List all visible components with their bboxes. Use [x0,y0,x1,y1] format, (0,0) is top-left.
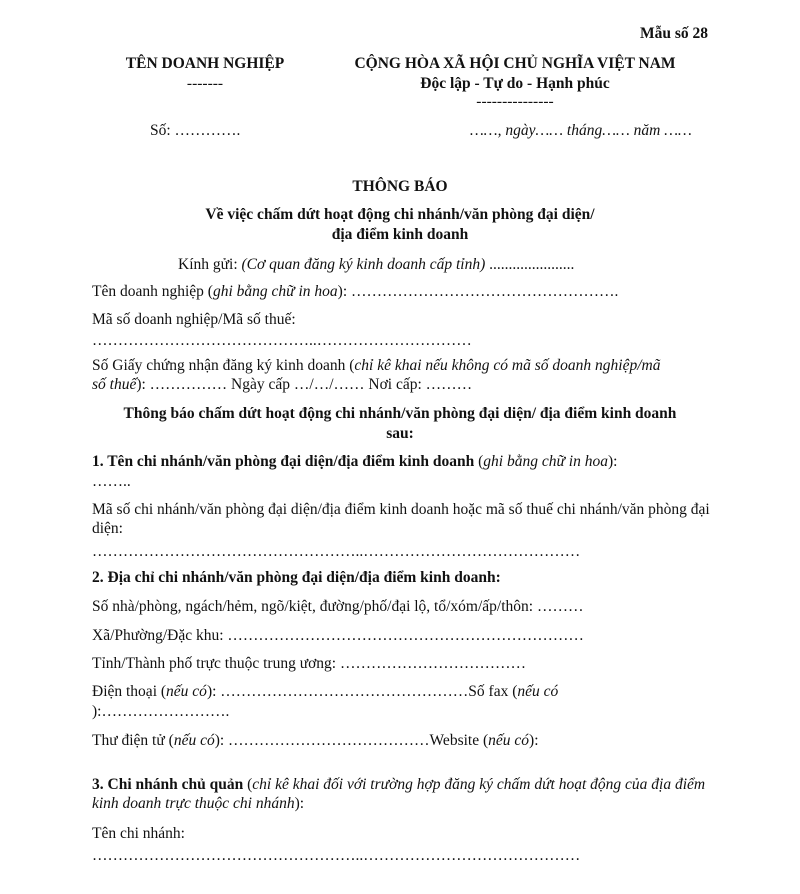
branch-code-dots: ……………………………………………..…………………………………… [92,543,581,560]
motto: Độc lập - Tự do - Hạnh phúc [420,75,610,92]
email-website-field: Thư điện tử (nếu có): …………………………………Website (nếu có): [92,732,539,749]
country-name: CỘNG HÒA XÃ HỘI CHỦ NGHĨA VIỆT NAM [354,55,676,72]
fax-continuation: ):……………………. [92,703,230,720]
recipient-line [178,255,574,274]
date-line: ……, ngày…… tháng…… năm …… [470,122,692,139]
tax-code-label: Mã số doanh nghiệp/Mã số thuế: [92,311,296,328]
form-number: Mẫu số 28 [640,25,709,42]
section-3-heading: 3. Chi nhánh chủ quản (chỉ kê khai đối với trường hợp đăng ký chấm dứt hoạt động của địa điểm kinh doanh trực thuộc chi nhánh): [92,776,706,813]
branch-code-label: Mã số chi nhánh/văn phòng đại diện/địa điểm kinh doanh hoặc mã số thuế chi nhánh/văn phòng đại diện: [92,501,710,538]
document-number: Số: …………. [150,122,241,139]
enterprise-divider: ------- [186,75,224,92]
enterprise-name: TÊN DOANH NGHIỆP [125,55,285,72]
notice-heading-1: Thông báo chấm dứt hoạt động chi nhánh/văn phòng đại diện/ địa điểm kinh doanh [123,405,677,422]
street-address-field: Số nhà/phòng, ngách/hẻm, ngõ/kiệt, đường/phố/đại lộ, tổ/xóm/ấp/thôn: ……… [92,598,584,615]
branch-name-dots: ……………………………………………..…………………………………… [92,847,581,864]
section-1-name-dots: …….. [92,473,131,490]
recipient-label: Kính gửi: [178,256,242,273]
enterprise-name-field: Tên doanh nghiệp (ghi bằng chữ in hoa): ……………………………………………. [92,283,619,300]
recipient-authority: (Cơ quan đăng ký kinh doanh cấp tỉnh) [241,256,486,273]
notice-title: THÔNG BÁO [352,178,448,195]
section-2-heading: 2. Địa chỉ chi nhánh/văn phòng đại diện/địa điểm kinh doanh: [92,569,501,586]
notice-subtitle-2: địa điểm kinh doanh [331,226,469,243]
phone-fax-field: Điện thoại (nếu có): …………………………………………Số fax (nếu có [92,683,559,700]
notice-heading-2: sau: [386,425,414,442]
province-field: Tỉnh/Thành phố trực thuộc trung ương: ……………………………… [92,655,526,672]
section-1-heading: 1. Tên chi nhánh/văn phòng đại diện/địa điểm kinh doanh (ghi bằng chữ in hoa): [92,453,618,470]
tax-code-dots: ……………………………………..………………………… [92,332,472,349]
branch-name-label: Tên chi nhánh: [92,825,185,842]
motto-divider: --------------- [476,93,554,110]
recipient-dots: ...................... [485,256,575,273]
notice-subtitle-1: Về việc chấm dứt hoạt động chi nhánh/văn phòng đại diện/ [205,206,595,223]
registration-certificate-field: Số Giấy chứng nhận đăng ký kinh doanh (chỉ kê khai nếu không có mã số doanh nghiệp/mã số thuế): …………… Ngày cấp …/…/…… Nơi cấp: ……… [92,357,661,394]
ward-field: Xã/Phường/Đặc khu: …………………………………………………………… [92,627,584,644]
